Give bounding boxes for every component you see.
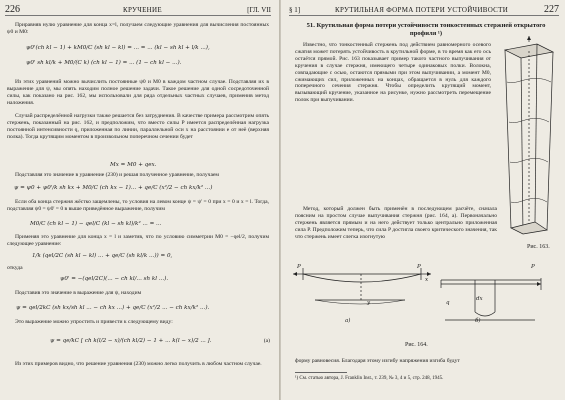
section-heading: 51. Крутильная форма потери устойчивости тонкостенных стержней открытого профиля ¹) bbox=[306, 22, 546, 37]
left-eq-4: ψ = ψ0 + ψ0'/k sh kx + M0/C (ch kx − 1)... + qe/C (x²/2 − ch kx/k² ...) bbox=[14, 185, 213, 191]
left-eq-number: (а) bbox=[263, 338, 270, 344]
fig164-label-x: x bbox=[425, 277, 429, 283]
right-page-number: 227 bbox=[544, 4, 559, 15]
left-header-rule bbox=[5, 15, 271, 16]
left-para-9: Это выражение можно упростить и привести к следующему виду: bbox=[15, 319, 173, 325]
left-page bbox=[0, 0, 279, 400]
right-header-rule bbox=[289, 15, 559, 16]
fig164-label-q: q bbox=[446, 300, 450, 306]
footnote-rule bbox=[295, 372, 347, 373]
figure-163-caption: Рис. 163. bbox=[527, 244, 550, 250]
fig164-label-b: б) bbox=[475, 318, 481, 324]
fig164-label-P-right: P bbox=[417, 264, 421, 270]
fig164-label-y: y bbox=[367, 300, 371, 306]
left-para-8: Подставив это значение в выражение для ψ, находим bbox=[15, 290, 142, 296]
left-para-10: Из этих примеров видно, что решение уравнения (230) можно легко получить в любом частном случае. bbox=[15, 361, 262, 367]
right-para-1: Известно, что тонкостенный стержень под действием равномерного осевого сжатия может потерять устойчивость в крутильной форме, в то время как его ось остаётся прямой. Рис. 163 показывает пример такого частного выпучивания от кручения в случае стержня, имеющего четыре одинаковых полки. Волокна, совпадающие с осью, остаются прямыми при этом выпучивании, а момент M0, сжимающих сил, приложенных на концах, обращается в нуль для каждого поперечного сечения стержня. Чтобы определить крутящий момент, вызывающий кручение, указанное на рисунке, нужно рассмотреть перемещение полок при выпучивании. bbox=[295, 42, 491, 104]
left-running-head bbox=[5, 5, 271, 15]
left-eq-2: ψ0' sh kl/k + M0/(C k) (ch kl − 1) = ... (1 − ch kl − ...). bbox=[26, 60, 182, 66]
fig164-label-dx: dx bbox=[476, 296, 483, 302]
fig164-label-P-b: P bbox=[531, 264, 535, 270]
left-running-title: КРУЧЕНИЕ bbox=[123, 6, 162, 14]
footnote: ¹) См. статью автора, J. Franklin Inst., т. 239, № 3, 4 и 5, стр. 248, 1945. bbox=[295, 376, 444, 381]
right-running-title: КРУТИЛЬНАЯ ФОРМА ПОТЕРИ УСТОЙЧИВОСТИ bbox=[335, 6, 509, 14]
left-page-number: 226 bbox=[5, 4, 20, 15]
left-eq-3: Mx = M0 + qex. bbox=[110, 162, 157, 168]
fig164-label-a: а) bbox=[345, 318, 351, 324]
left-para-1: Приравняв нулю уравнение для конца x=l, получаем следующие уравнения для вычисления постоянных ψ0 и M0: bbox=[7, 22, 269, 35]
left-chapter-label: [ГЛ. VII bbox=[247, 6, 271, 14]
left-para-2: Из этих уравнений можно вычислить постоянные ψ0 и M0 в каждом частном случае. Подставляя их в выражение для ψ, мы опять находим полное решение задачи. Такое решение для одной сосредоточенной силы, как показано на рис. 162, мы использовали для ряда отдельных частных случаев, применив метод наложения. bbox=[7, 79, 269, 106]
fig164-label-P-left: P bbox=[297, 264, 301, 270]
left-para-4: Подставляя это значение в уравнение (230) и решая полученное уравнение, получаем bbox=[15, 172, 219, 178]
left-eq-1: ψ0'(ch kl − 1) + kM0/C (sh kl − kl) = ... = ... (kl − sh kl + l/k ...), bbox=[26, 45, 210, 51]
left-eq-5: M0/C (ch kl − 1) − qel/C (kl − sh kl)/k² ... = ... bbox=[30, 221, 162, 227]
left-para-5: Если оба конца стержня жёстко защемлены, то условия на левом конце ψ = ψ' = 0 при x = 0 и x = l. Тогда, подставляя ψ0 = ψ0' = 0 в выше приведённое выражение, получим bbox=[7, 199, 269, 212]
right-page bbox=[281, 0, 565, 400]
figure-164-caption: Рис. 164. bbox=[405, 342, 428, 348]
left-para-3: Случай распределённой нагрузки также решается без затруднения. В качестве примера рассмотрим опять стержень, показанный на рис. 162, и предположим, что вместо силы P имеется распределённая нагрузка постоянной интенсивности q, приложенная по линии, параллельной оси x на расстоянии e от неё (верхняя полка). Тогда крутящим моментом в произвольном поперечном сечении будет bbox=[7, 113, 269, 140]
left-para-6: Применяя это уравнение для конца x = l и заметив, что по условию симметрии M0 = −qel/2, получим следующее уравнение: bbox=[7, 234, 269, 247]
left-eq-9: ψ = qe/kC [ ch k(l/2 − x)/(ch kl/2) − 1 + ... k(l − x)/2 ... ]. bbox=[50, 338, 212, 344]
right-running-head bbox=[289, 5, 559, 15]
right-para-3: форму равновесия. Благодаря этому изгибу напряжения изгиба будут bbox=[295, 358, 460, 364]
right-section-ref: § 1] bbox=[289, 6, 301, 14]
figure-164 bbox=[295, 260, 553, 332]
left-eq-8: ψ = qel/2kC (sh kx/sh kl ... − ch kx ...) + qe/C (x²/2 ... − ch kx/k² ...). bbox=[16, 305, 210, 311]
right-para-2: Метод, который должен быть применён в последующем расчёте, сначала поясним на простом случае выпучивания стержня (рис. 164, а). Первоначально стержень является прямым и на него действует только центрально приложенная сила P. Предположим теперь, что сила P достигла своего критического значения, так что стержень имеет слегка изогнутую bbox=[295, 206, 497, 240]
left-eq-6: 1/k (qel/2C (sh kl − kl) ... + qe/C (sh kl/k ...)) = 0, bbox=[32, 253, 173, 259]
left-eq-7: ψ0' = −(qel/2C)(... − ch kl/... sh kl ...). bbox=[60, 276, 169, 282]
left-para-7: откуда bbox=[7, 265, 23, 271]
figure-163 bbox=[497, 42, 559, 242]
